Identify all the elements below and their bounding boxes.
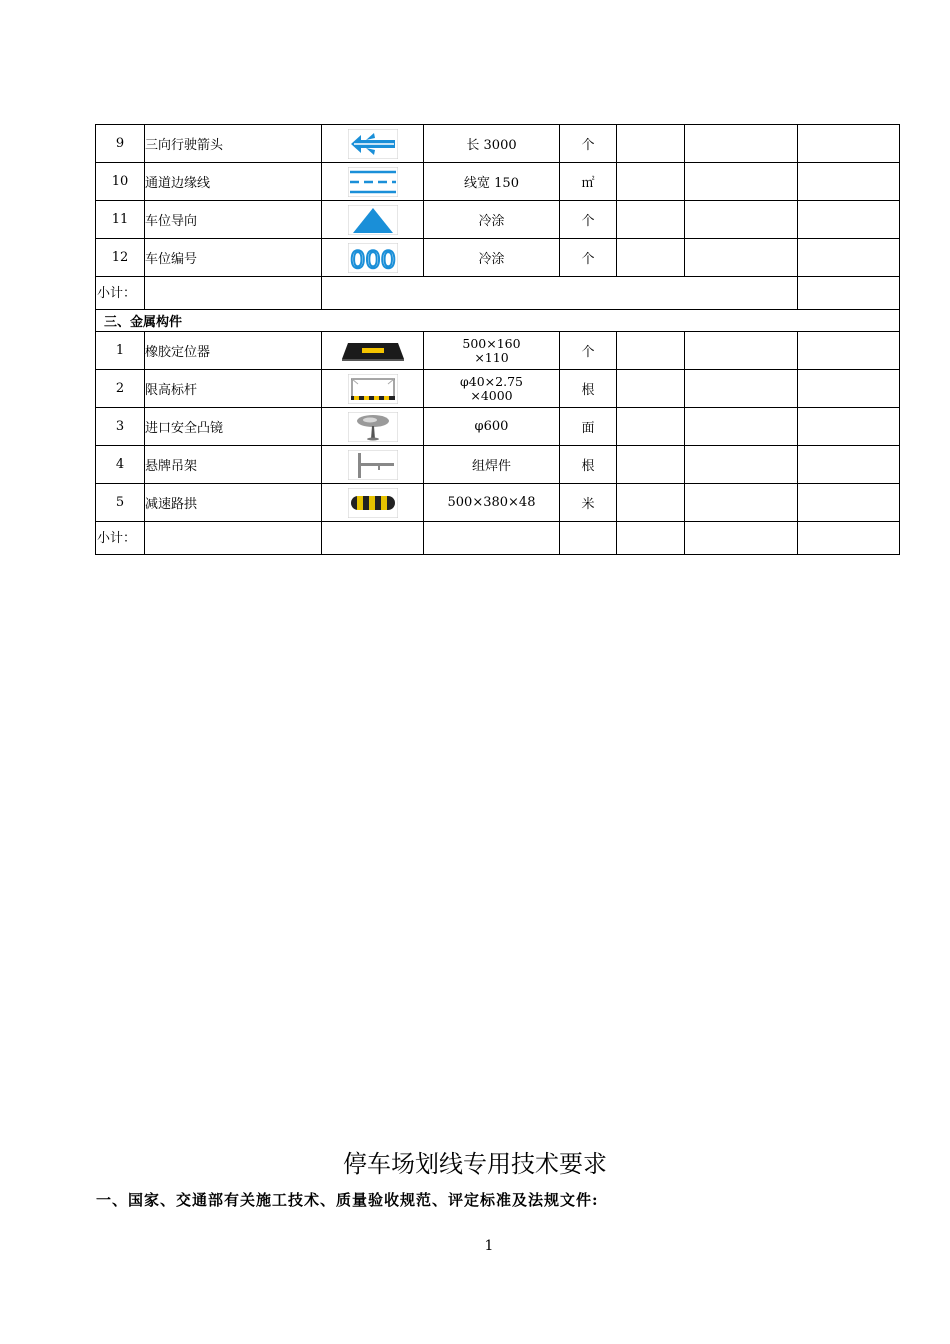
item-image-cell xyxy=(322,201,424,239)
bill-of-quantities-table xyxy=(95,124,900,555)
item-image-cell xyxy=(322,408,424,446)
table-row xyxy=(96,370,900,408)
height-limit-bar-icon xyxy=(348,374,398,404)
item-number: 1 xyxy=(96,332,145,370)
item-name: 通道边缘线 xyxy=(145,163,322,201)
item-image-cell xyxy=(322,446,424,484)
item-spec: 长 3000 xyxy=(424,125,560,163)
item-number: 5 xyxy=(96,484,145,522)
item-image-cell xyxy=(322,125,424,163)
item-number: 4 xyxy=(96,446,145,484)
table-row xyxy=(96,446,900,484)
item-unit: 面 xyxy=(560,408,617,446)
table-row xyxy=(96,163,900,201)
speed-bump-icon xyxy=(348,488,398,518)
item-unit: 米 xyxy=(560,484,617,522)
triangle-icon xyxy=(348,205,398,235)
section-header-row xyxy=(96,310,900,332)
subtotal-label: 小计： xyxy=(96,522,145,555)
item-unit: 根 xyxy=(560,370,617,408)
item-image-cell xyxy=(322,484,424,522)
item-name: 车位导向 xyxy=(145,201,322,239)
table-row xyxy=(96,484,900,522)
item-name: 进口安全凸镜 xyxy=(145,408,322,446)
item-image-cell xyxy=(322,332,424,370)
item-number: 9 xyxy=(96,125,145,163)
sign-hanger-icon xyxy=(348,450,398,480)
item-spec: 冷涂 xyxy=(424,201,560,239)
item-image-cell xyxy=(322,163,424,201)
three-way-arrow-icon xyxy=(348,129,398,159)
item-unit: 个 xyxy=(560,201,617,239)
subtotal-row xyxy=(96,522,900,555)
table-row xyxy=(96,239,900,277)
document-title: 停车场划线专用技术要求 xyxy=(343,1150,607,1178)
number-000-icon xyxy=(348,243,398,273)
item-spec: 冷涂 xyxy=(424,239,560,277)
item-name: 橡胶定位器 xyxy=(145,332,322,370)
item-number: 10 xyxy=(96,163,145,201)
item-spec: φ40×2.75 ×4000 xyxy=(424,370,560,408)
item-spec: φ600 xyxy=(424,408,560,446)
item-spec: 500×160 ×110 xyxy=(424,332,560,370)
item-unit: 根 xyxy=(560,446,617,484)
item-image-cell xyxy=(322,370,424,408)
item-number: 2 xyxy=(96,370,145,408)
subtotal-row xyxy=(96,277,900,310)
item-name: 悬牌吊架 xyxy=(145,446,322,484)
item-name: 限高标杆 xyxy=(145,370,322,408)
item-unit: ㎡ xyxy=(560,163,617,201)
table-row xyxy=(96,408,900,446)
item-spec: 500×380×48 xyxy=(424,484,560,522)
table-row xyxy=(96,201,900,239)
item-name: 减速路拱 xyxy=(145,484,322,522)
item-name: 车位编号 xyxy=(145,239,322,277)
section-title: 三、金属构件 xyxy=(104,315,183,330)
item-unit: 个 xyxy=(560,125,617,163)
table-row xyxy=(96,125,900,163)
subtotal-label: 小计： xyxy=(96,277,145,310)
item-number: 3 xyxy=(96,408,145,446)
rubber-wheel-stop-icon xyxy=(340,339,406,363)
table-row xyxy=(96,332,900,370)
convex-mirror-icon xyxy=(348,412,398,442)
item-spec: 线宽 150 xyxy=(424,163,560,201)
svg-text:000: 000 xyxy=(349,245,396,273)
item-spec: 组焊件 xyxy=(424,446,560,484)
item-unit: 个 xyxy=(560,239,617,277)
page-number: 1 xyxy=(484,1238,494,1254)
item-number: 12 xyxy=(96,239,145,277)
edge-line-icon xyxy=(348,167,398,197)
item-name: 三向行驶箭头 xyxy=(145,125,322,163)
section-heading: 一、国家、交通部有关施工技术、质量验收规范、评定标准及法规文件: xyxy=(96,1191,599,1209)
item-image-cell xyxy=(322,239,424,277)
item-unit: 个 xyxy=(560,332,617,370)
item-number: 11 xyxy=(96,201,145,239)
